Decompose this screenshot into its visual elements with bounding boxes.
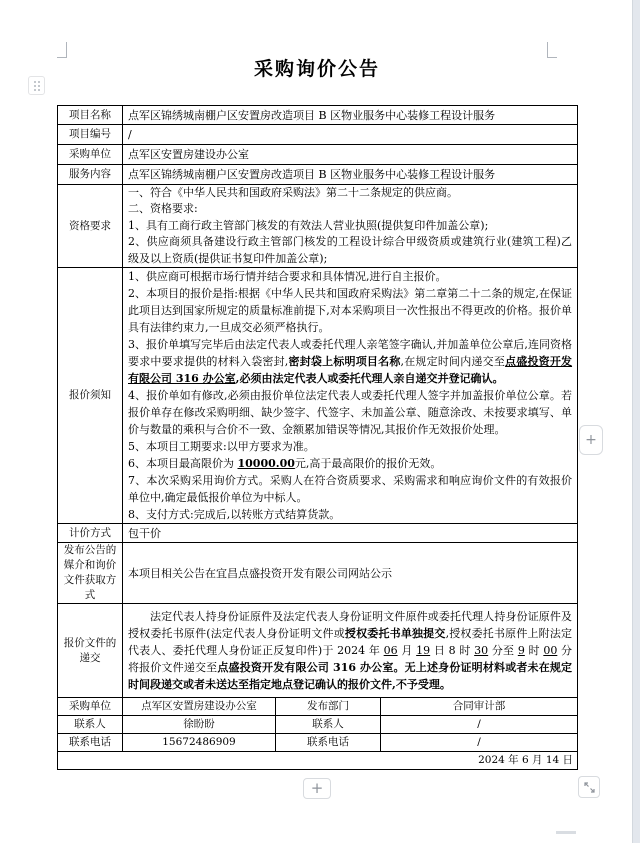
table-row xyxy=(58,165,578,185)
qualification-value xyxy=(123,185,578,268)
plus-icon: + xyxy=(310,779,324,797)
drag-handle-icon[interactable] xyxy=(28,76,45,95)
footer-issuing-dept-label: 发布部门 xyxy=(276,698,381,716)
plus-icon: + xyxy=(585,432,597,448)
table-row xyxy=(58,543,578,604)
service-content-label: 服务内容 xyxy=(58,165,123,185)
page-title: 采购询价公告 xyxy=(253,58,380,80)
table-row xyxy=(58,604,578,698)
insert-row-button[interactable] xyxy=(579,425,603,455)
qualification-line: 二、资格要求: xyxy=(128,202,198,216)
footer-contact-label: 联系人 xyxy=(58,716,123,734)
notes-paragraph: 2、本项目的报价是指:根据《中华人民共和国政府采购法》第二章第二十二条的规定,在保证此项目达到国家所规定的质量标准前提下,对本采购项目一次性报出不得更改的价格。报价单具有法律约束力,一旦成交必须严格执行。 xyxy=(128,287,573,335)
announcement-table xyxy=(57,105,578,770)
qualification-line: 一、符合《中华人民共和国政府采购法》第二十二条规定的供应商。 xyxy=(128,186,458,199)
media-label: 发布公告的媒介和询价文件获取方式 xyxy=(58,543,123,604)
project-name-label: 项目名称 xyxy=(58,106,123,125)
table-row xyxy=(58,145,578,165)
table-row xyxy=(58,698,578,716)
expand-icon xyxy=(584,782,595,793)
vertical-scrollbar[interactable] xyxy=(632,0,640,843)
announcement-date: 2024 年 6 月 14 日 xyxy=(58,752,578,770)
footer-contact2-label: 联系人 xyxy=(276,716,381,734)
footer-contact2-value: / xyxy=(381,716,578,734)
footer-issuing-dept-value: 合同审计部 xyxy=(381,698,578,716)
qualification-line: 2、供应商须具备建设行政主管部门核发的工程设计综合甲级资质或建筑行业(建筑工程)乙级及以上资质(提供证书复印件加盖公章); xyxy=(128,235,573,265)
table-row xyxy=(58,734,578,752)
qualification-label: 资格要求 xyxy=(58,185,123,268)
qualification-line: 1、具有工商行政主管部门核发的有效法人营业执照(提供复印件加盖公章); xyxy=(128,218,489,232)
table-row xyxy=(58,106,578,125)
add-block-button[interactable] xyxy=(303,778,331,799)
table-row xyxy=(58,185,578,268)
table-row xyxy=(58,524,578,543)
project-name-value: 点军区锦绣城南棚户区安置房改造项目 B 区物业服务中心装修工程设计服务 xyxy=(123,106,578,125)
notes-paragraph: 4、报价单如有修改,必须由报价单位法定代表人或委托代理人签字并加盖报价单位公章。若报价单存在修改采购明细、缺少签字、代签字、未加盖公章、随意涂改、未按要求填写、单价与数量的乘积与合价不一致、金额累加错误等情况,其报价作无效报价处理。 xyxy=(128,389,573,437)
quotation-notes-value xyxy=(123,268,578,524)
table-row xyxy=(58,752,578,770)
service-content-value: 点军区锦绣城南棚户区安置房改造项目 B 区物业服务中心装修工程设计服务 xyxy=(123,165,578,185)
purchaser-label: 采购单位 xyxy=(58,145,123,165)
horizontal-scrollbar[interactable] xyxy=(556,831,576,834)
footer-phone2-label: 联系电话 xyxy=(276,734,381,752)
footer-purchaser-label: 采购单位 xyxy=(58,698,123,716)
table-row xyxy=(58,125,578,145)
submission-paragraph: 法定代表人持身份证原件及法定代表人身份证明文件原件或委托代理人持身份证原件及授权委托书原件(法定代表人身份证明文件或授权委托书单独提交,授权委托书原件上附法定代表人、委托代理人身份证正反复印件)于 2024 年 06 月 19 日 8 时 30 分至 9 时 00 分将报价文件递交至点盛投资开发有限公司 316 办公室。无上述身份证明材料或者未在规定时间段递交或者未送达至指定地点登记确认的报价文件,不予受理。 xyxy=(128,610,573,692)
notes-paragraph: 8、支付方式:完成后,以转账方式结算货款。 xyxy=(128,508,341,522)
footer-contact-value: 徐盼盼 xyxy=(123,716,276,734)
footer-phone-value: 15672486909 xyxy=(123,734,276,752)
table-row xyxy=(58,716,578,734)
footer-purchaser-value: 点军区安置房建设办公室 xyxy=(123,698,276,716)
pricing-method-label: 计价方式 xyxy=(58,524,123,543)
notes-paragraph: 7、本次采购采用询价方式。采购人在符合资质要求、采购需求和响应询价文件的有效报价单位中,确定最低报价单位为中标人。 xyxy=(128,474,573,505)
notes-paragraph: 6、本项目最高限价为 10000.00元,高于最高限价的报价无效。 xyxy=(128,457,442,471)
notes-paragraph: 1、供应商可根据市场行情并结合要求和具体情况,进行自主报价。 xyxy=(128,270,447,284)
media-value: 本项目相关公告在宜昌点盛投资开发有限公司网站公示 xyxy=(123,543,578,604)
pricing-method-value: 包干价 xyxy=(123,524,578,543)
footer-phone-label: 联系电话 xyxy=(58,734,123,752)
purchaser-value: 点军区安置房建设办公室 xyxy=(123,145,578,165)
project-number-label: 项目编号 xyxy=(58,125,123,145)
submission-label: 报价文件的递交 xyxy=(58,604,123,698)
quotation-notes-label: 报价须知 xyxy=(58,268,123,524)
notes-paragraph: 5、本项目工期要求:以甲方要求为准。 xyxy=(128,440,315,454)
expand-button[interactable] xyxy=(578,776,600,798)
submission-value xyxy=(123,604,578,698)
project-number-value: / xyxy=(123,125,578,145)
notes-paragraph: 3、报价单填写完毕后由法定代表人或委托代理人亲笔签字确认,并加盖单位公章后,连同资格要求中要求提供的材料入袋密封,密封袋上标明项目名称,在规定时间内递交至点盛投资开发有限公司 316 办公室,必须由法定代表人或委托代理人亲自递交并登记确认。 xyxy=(128,338,573,386)
table-row xyxy=(58,268,578,524)
footer-phone2-value: / xyxy=(381,734,578,752)
